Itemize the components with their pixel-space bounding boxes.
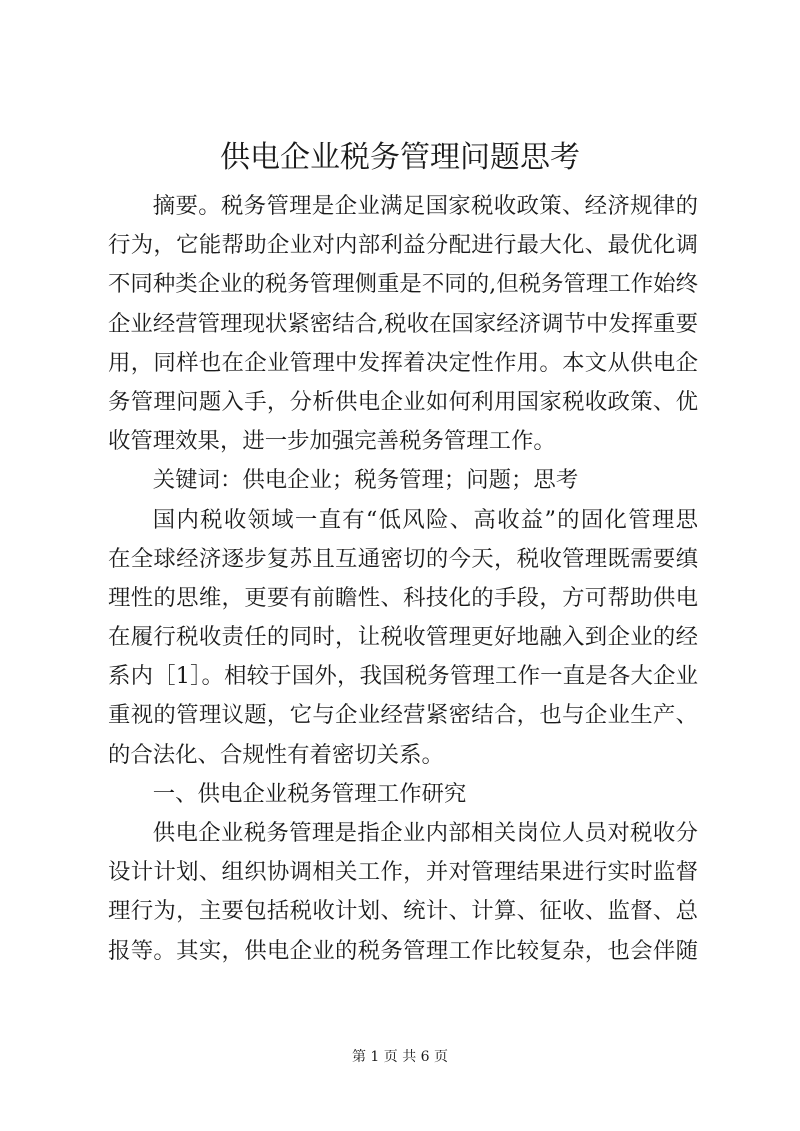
text-line: 理行为，主要包括税收计划、统计、计算、征收、监督、总 xyxy=(108,898,698,925)
text-line: 在履行税收责任的同时，让税收管理更好地融入到企业的经 xyxy=(108,624,698,651)
document-title: 供电企业税务管理问题思考 xyxy=(220,140,580,175)
text-line: 务管理问题入手，分析供电企业如何利用国家税收政策、优 xyxy=(108,388,698,415)
text-line: 理性的思维，更要有前瞻性、科技化的手段，方可帮助供电 xyxy=(108,584,698,611)
text-line: 的合法化、合规性有着密切关系。 xyxy=(108,741,444,768)
text-line: 收管理效果，进一步加强完善税务管理工作。 xyxy=(108,428,556,455)
text-line: 国内税收领域一直有“低风险、高收益”的固化管理思 xyxy=(152,506,698,533)
text-line: 用，同样也在企业管理中发挥着决定性作用。本文从供电企 xyxy=(108,349,698,376)
text-line: 一、供电企业税务管理工作研究 xyxy=(152,780,467,807)
document-body xyxy=(108,187,698,971)
text-line: 行为，它能帮助企业对内部利益分配进行最大化、最优化调 xyxy=(108,232,698,259)
text-line: 设计计划、组织协调相关工作，并对管理结果进行实时监督 xyxy=(108,859,698,886)
text-line: 在全球经济逐步复苏且互通密切的今天，税收管理既需要缜 xyxy=(108,545,698,572)
text-line: 关键词：供电企业；税务管理；问题；思考 xyxy=(152,467,579,494)
text-line: 重视的管理议题，它与企业经营紧密结合，也与企业生产、 xyxy=(108,702,698,729)
text-line: 企业经营管理现状紧密结合,税收在国家经济调节中发挥重要 xyxy=(108,310,698,337)
text-line: 摘要。税务管理是企业满足国家税收政策、经济规律的 xyxy=(152,193,698,219)
text-line: 不同种类企业的税务管理侧重是不同的,但税务管理工作始终 xyxy=(108,271,698,298)
text-line: 系内［1］。相较于国外，我国税务管理工作一直是各大企业 xyxy=(108,663,698,690)
text-line: 报等。其实，供电企业的税务管理工作比较复杂，也会伴随 xyxy=(108,937,698,964)
page-footer: 第 1 页 共 6 页 xyxy=(351,1049,449,1065)
text-line: 供电企业税务管理是指企业内部相关岗位人员对税收分 xyxy=(152,820,698,846)
